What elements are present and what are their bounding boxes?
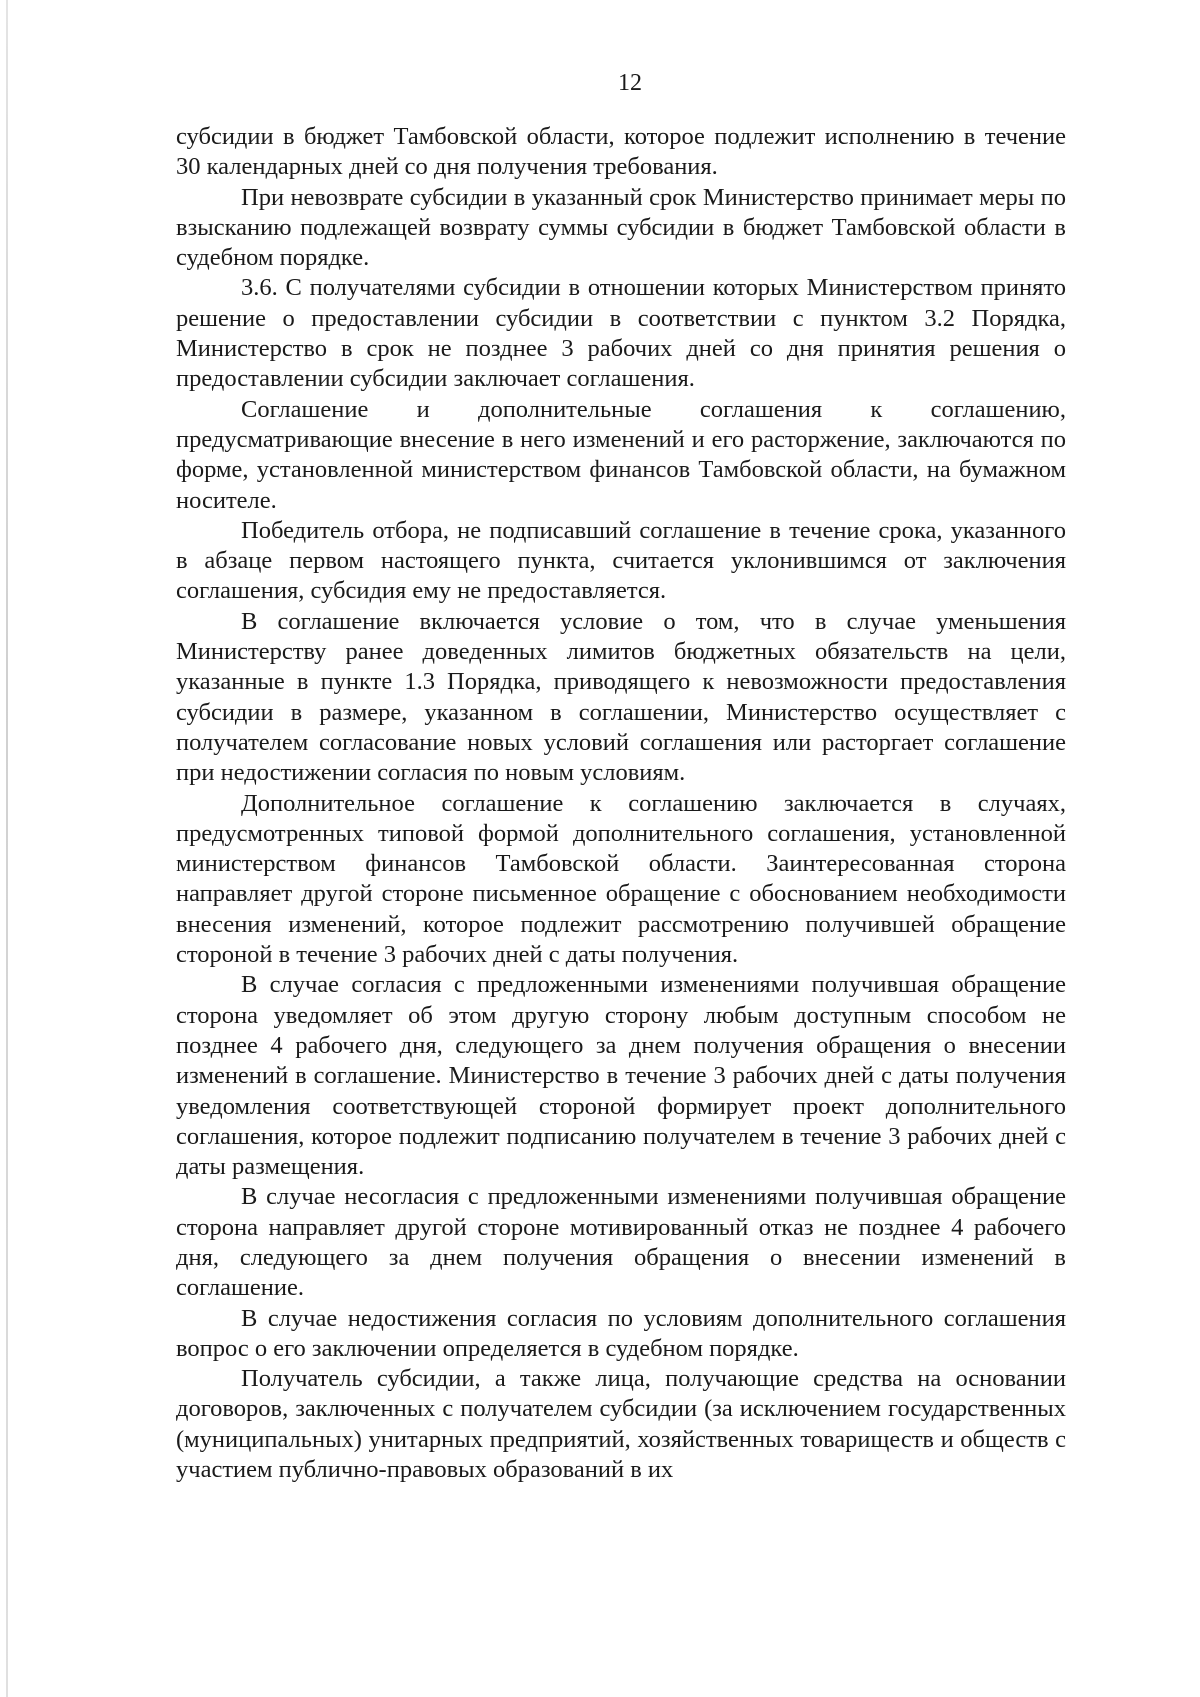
page-number: 12: [618, 70, 642, 96]
paragraph: В соглашение включается условие о том, что в случае уменьшения Министерству ранее доведенных лимитов бюджетных обязательств на цели, указанные в пункте 1.3 Порядка, приводящего к невозможности предоставления субсидии в размере, указанном в соглашении, Министерство осуществляет с получателем согласование новых условий соглашения или расторгает соглашение при недостижении согласия по новым условиям.: [176, 607, 1066, 787]
paragraph: Соглашение и дополнительные соглашения к соглашению, предусматривающие внесение в него изменений и его расторжение, заключаются по форме, установленной министерством финансов Тамбовской области, на бумажном носителе.: [176, 395, 1066, 514]
paragraph-continuation: субсидии в бюджет Тамбовской области, которое подлежит исполнению в течение 30 календарных дней со дня получения требования.: [176, 123, 1066, 181]
paragraph: Дополнительное соглашение к соглашению заключается в случаях, предусмотренных типовой формой дополнительного соглашения, установленной министерством финансов Тамбовской области. Заинтересованная сторона направляет другой стороне письменное обращение с обоснованием необходимости внесения изменений, которое подлежит рассмотрению получившей обращение стороной в течение 3 рабочих дней с даты получения.: [176, 789, 1066, 969]
paragraph-section-3-6: 3.6. С получателями субсидии в отношении которых Министерством принято решение о предоставлении субсидии в соответствии с пунктом 3.2 Порядка, Министерство в срок не позднее 3 рабочих дней со дня принятия решения о предоставлении субсидии заключает соглашения.: [176, 274, 1066, 393]
paragraph: В случае несогласия с предложенными изменениями получившая обращение сторона направляет другой стороне мотивированный отказ не позднее 4 рабочего дня, следующего за днем получения обращения о внесении изменений в соглашение.: [176, 1183, 1066, 1302]
scan-edge: [6, 0, 8, 1697]
paragraph: В случае недостижения согласия по условиям дополнительного соглашения вопрос о его заключении определяется в судебном порядке.: [176, 1304, 1066, 1362]
paragraph: Победитель отбора, не подписавший соглашение в течение срока, указанного в абзаце первом настоящего пункта, считается уклонившимся от заключения соглашения, субсидия ему не предоставляется.: [176, 516, 1066, 605]
paragraph: Получатель субсидии, а также лица, получающие средства на основании договоров, заключенных с получателем субсидии (за исключением государственных (муниципальных) унитарных предприятий, хозяйственных товариществ и обществ с участием публично-правовых образований в их: [176, 1365, 1066, 1484]
paragraph: В случае согласия с предложенными изменениями получившая обращение сторона уведомляет об этом другую сторону любым доступным способом не позднее 4 рабочего дня, следующего за днем получения обращения о внесении изменений в соглашение. Министерство в течение 3 рабочих дней с даты получения уведомления соответствующей стороной формирует проект дополнительного соглашения, которое подлежит подписанию получателем в течение 3 рабочих дней с даты размещения.: [176, 971, 1066, 1181]
paragraph: При невозврате субсидии в указанный срок Министерство принимает меры по взысканию подлежащей возврату суммы субсидии в бюджет Тамбовской области в судебном порядке.: [176, 183, 1066, 272]
document-body: [176, 122, 1066, 1485]
